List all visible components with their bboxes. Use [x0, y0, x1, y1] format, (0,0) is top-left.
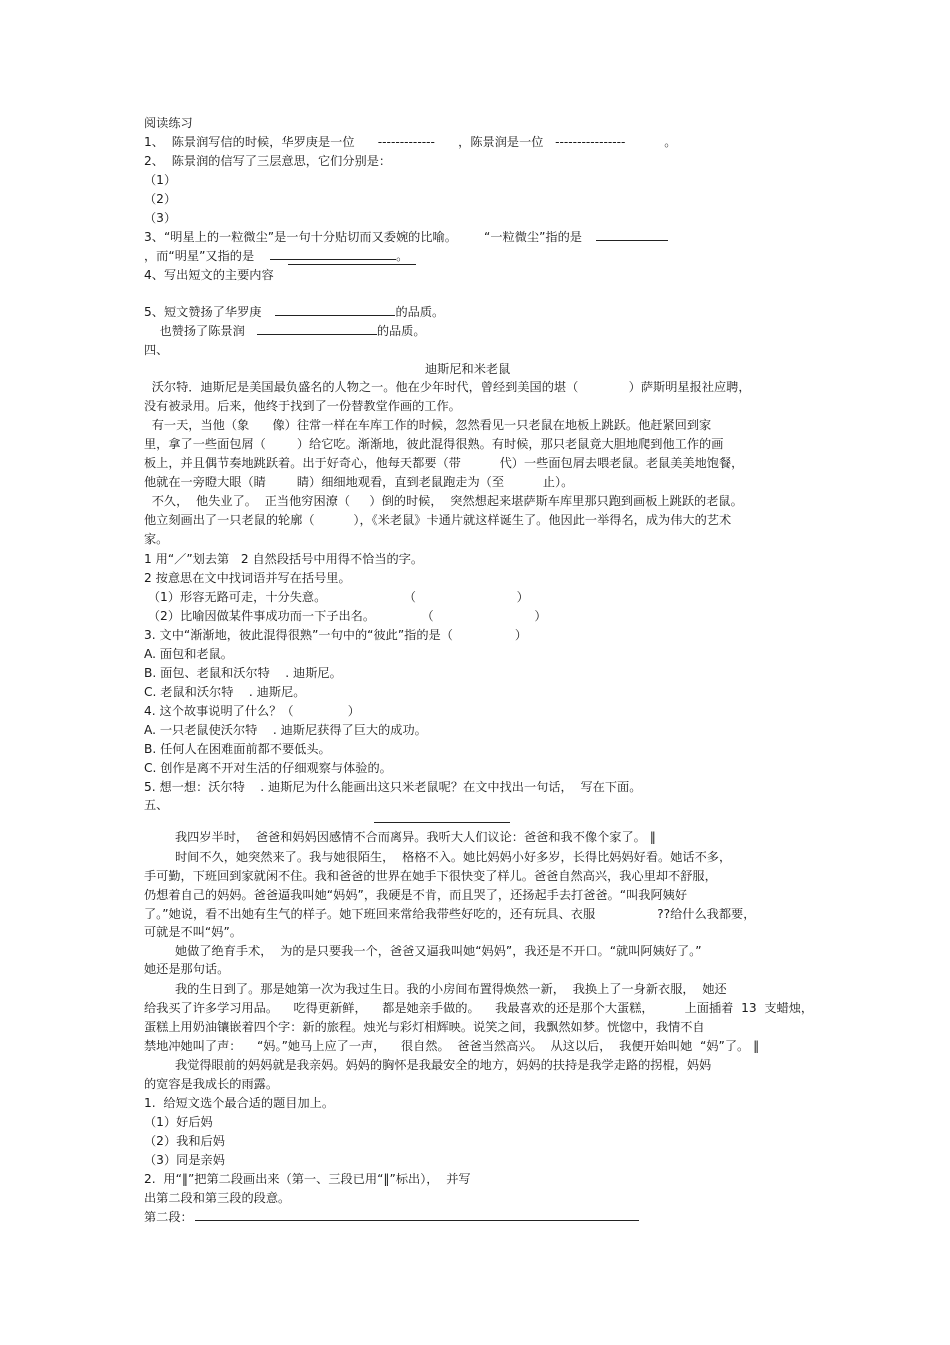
- section-5-line: 手可勤，下班回到家就闲不住。我和爸爸的世界在她手下很快变了样儿。爸爸自然高兴，我心里却不舒服，: [144, 869, 717, 883]
- section-5-line: 我觉得眼前的妈妈就是我亲妈。妈妈的胸怀是我最安全的地方，妈妈的扶持是我学走路的拐棍，妈妈: [144, 1058, 712, 1072]
- answer-blank: [275, 304, 395, 316]
- section-5-line: 仍想着自己的妈妈。爸爸逼我叫她“妈妈”，我硬是不肯，而且哭了，还扬起手去打爸爸。“叫我阿姨好: [144, 888, 688, 902]
- section-4-line: 板上，并且偶节奏地跳跃着。出于好奇心，他每天都要（带 代）一些面包屑去喂老鼠。老鼠美美地饱餐，: [144, 456, 744, 470]
- section-4-number: 四、: [144, 343, 169, 357]
- section-5-line: 的宽容是我成长的雨露。: [144, 1077, 279, 1091]
- section-4-line: A. 一只老鼠使沃尔特 . 迪斯尼获得了巨大的成功。: [144, 723, 427, 737]
- section-4-line: 5. 想一想：沃尔特 . 迪斯尼为什么能画出这只米老鼠呢？在文中找出一句话， 写在下面。: [144, 780, 642, 794]
- section-5-line: 出第二段和第三段的段意。: [144, 1191, 291, 1205]
- period: 。: [396, 249, 409, 263]
- section-5-line: 禁地冲她叫了声： “妈。”她马上应了一声， 很自然。 爸爸当然高兴。 从这以后， 我便开始叫她 “妈”了。 ‖: [144, 1039, 760, 1053]
- option-3: （3）: [144, 211, 177, 225]
- section-4-line: B. 任何人在困难面前都不要低头。: [144, 742, 331, 756]
- section-4-line: 4. 这个故事说明了什么？（ ）: [144, 704, 360, 718]
- section-4-line: 沃尔特．迪斯尼是美国最负盛名的人物之一。他在少年时代，曾经到美国的堪（ ）萨斯明星报社应聘，: [144, 380, 751, 394]
- section-5-line: 时间不久，她突然来了。我与她很陌生， 格格不入。她比妈妈小好多岁，长得比妈妈好看。她话不多，: [144, 850, 732, 864]
- question-4: 4、写出短文的主要内容: [144, 268, 274, 282]
- section-5-line: 她做了绝育手术， 为的是只要我一个，爸爸又逼我叫她“妈妈”，我还是不开口。“就叫阿姨好了。”: [144, 944, 702, 958]
- passage-title: 迪斯尼和米老鼠: [425, 362, 511, 376]
- title-blank-line: [374, 822, 510, 823]
- section-5-line: （2）我和后妈: [144, 1134, 225, 1148]
- section-5-line: 我的生日到了。那是她第一次为我过生日。我的小房间布置得焕然一新， 我换上了一身新衣服， 她还: [144, 982, 727, 996]
- section-4-line: 不久， 他失业了。 正当他穷困潦（ ）倒的时候， 突然想起来堪萨斯车库里那只跑到画板上跳跃的老鼠。: [144, 494, 743, 508]
- section-4-line: （2）比喻因做某件事成功而一下子出名。 （ ）: [144, 609, 547, 623]
- section-5-line: 可就是不叫“妈”。: [144, 925, 242, 939]
- answer-blank: [195, 1209, 639, 1221]
- underline: [288, 264, 416, 265]
- question-5-text2: 也赞扬了陈景润: [144, 324, 245, 338]
- question-3-text2: ，而“明星”又指的是: [144, 249, 255, 263]
- question-1: 1、 陈景润写信的时候，华罗庚是一位 ------------- ，陈景润是一位 ---------------- 。: [144, 135, 677, 149]
- answer-blank: [270, 248, 396, 260]
- question-3-line1: [144, 229, 668, 246]
- section-5-line: 我四岁半时， 爸爸和妈妈因感情不合而离异。我听大人们议论：爸爸和我不像个家了。 ‖: [144, 830, 656, 844]
- section-5-line: 了。”她说，看不出她有生气的样子。她下班回来常给我带些好吃的，还有玩具、衣服 ??给什么我都要，: [144, 907, 756, 921]
- question-3-line2: [144, 248, 408, 265]
- answer-row: [144, 1209, 639, 1226]
- question-2: 2、 陈景润的信写了三层意思，它们分别是：: [144, 154, 392, 168]
- section-5-number: 五、: [144, 798, 169, 812]
- quality-text2: 的品质。: [376, 324, 426, 338]
- section-4-line: B. 面包、老鼠和沃尔特 . 迪斯尼。: [144, 666, 342, 680]
- section-4-line: （1）形容无路可走，十分失意。 （ ）: [144, 590, 529, 604]
- section-5-line: （3）同是亲妈: [144, 1153, 225, 1167]
- question-5-line2: [144, 323, 426, 340]
- section-4-line: 家。: [144, 532, 169, 546]
- section-4-line: 3. 文中“渐渐地，彼此混得很熟”一句中的“彼此”指的是（ ）: [144, 628, 528, 642]
- section-5-line: 蛋糕上用奶油镶嵌着四个字：新的旅程。烛光与彩灯相辉映。说笑之间，我飘然如梦。恍惚中，我情不自: [144, 1020, 705, 1034]
- section-5-line: （1）好后妈: [144, 1115, 213, 1129]
- section-4-line: 没有被录用。后来，他终于找到了一份替教堂作画的工作。: [144, 399, 461, 413]
- question-3-text: 3、“明星上的一粒微尘”是一句十分贴切而又委婉的比喻。 “一粒微尘”指的是: [144, 230, 582, 244]
- exercise-heading: 阅读练习: [144, 116, 193, 130]
- section-4-line: C. 老鼠和沃尔特 . 迪斯尼。: [144, 685, 306, 699]
- section-5-line: 她还是那句话。: [144, 962, 230, 976]
- section-4-line: 里，拿了一些面包屑（ ）给它吃。渐渐地，彼此混得很熟。有时候，那只老鼠竟大胆地爬到他工作的画: [144, 437, 724, 451]
- answer-label: 第二段：: [144, 1210, 193, 1224]
- quality-text: 的品质。: [395, 305, 445, 319]
- section-4-line: 2 按意思在文中找词语并写在括号里。: [144, 571, 351, 585]
- section-5-line: 给我买了许多学习用品。 吃得更新鲜， 都是她亲手做的。 我最喜欢的还是那个大蛋糕， 上面插着 13 支蜡烛，: [144, 1001, 814, 1015]
- question-5-line1: [144, 304, 444, 321]
- answer-blank: [257, 323, 377, 335]
- section-4-line: 他立刻画出了一只老鼠的轮廓（ ），《米老鼠》卡通片就这样诞生了。他因此一举得名，成为伟大的艺术: [144, 513, 732, 527]
- section-5-line: 2. 用“‖”把第二段画出来（第一、三段已用“‖”标出）， 并写: [144, 1172, 471, 1186]
- section-4-line: 1 用“／”划去第 2 自然段括号中用得不恰当的字。: [144, 552, 424, 566]
- option-1: （1）: [144, 173, 177, 187]
- question-5-text: 5、短文赞扬了华罗庚: [144, 305, 262, 319]
- section-4-line: C. 创作是离不开对生活的仔细观察与体验的。: [144, 761, 392, 775]
- option-2: （2）: [144, 192, 177, 206]
- answer-blank: [596, 229, 668, 241]
- section-5-line: 1. 给短文选个最合适的题目加上。: [144, 1096, 335, 1110]
- section-4-line: 他就在一旁瞪大眼（睛 睛）细细地观看，直到老鼠跑走为（至 止）。: [144, 475, 574, 489]
- section-4-line: 有一天，当他（象 像）往常一样在车库工作的时候，忽然看见一只老鼠在地板上跳跃。他赶紧回到家: [144, 418, 712, 432]
- section-4-line: A. 面包和老鼠。: [144, 647, 233, 661]
